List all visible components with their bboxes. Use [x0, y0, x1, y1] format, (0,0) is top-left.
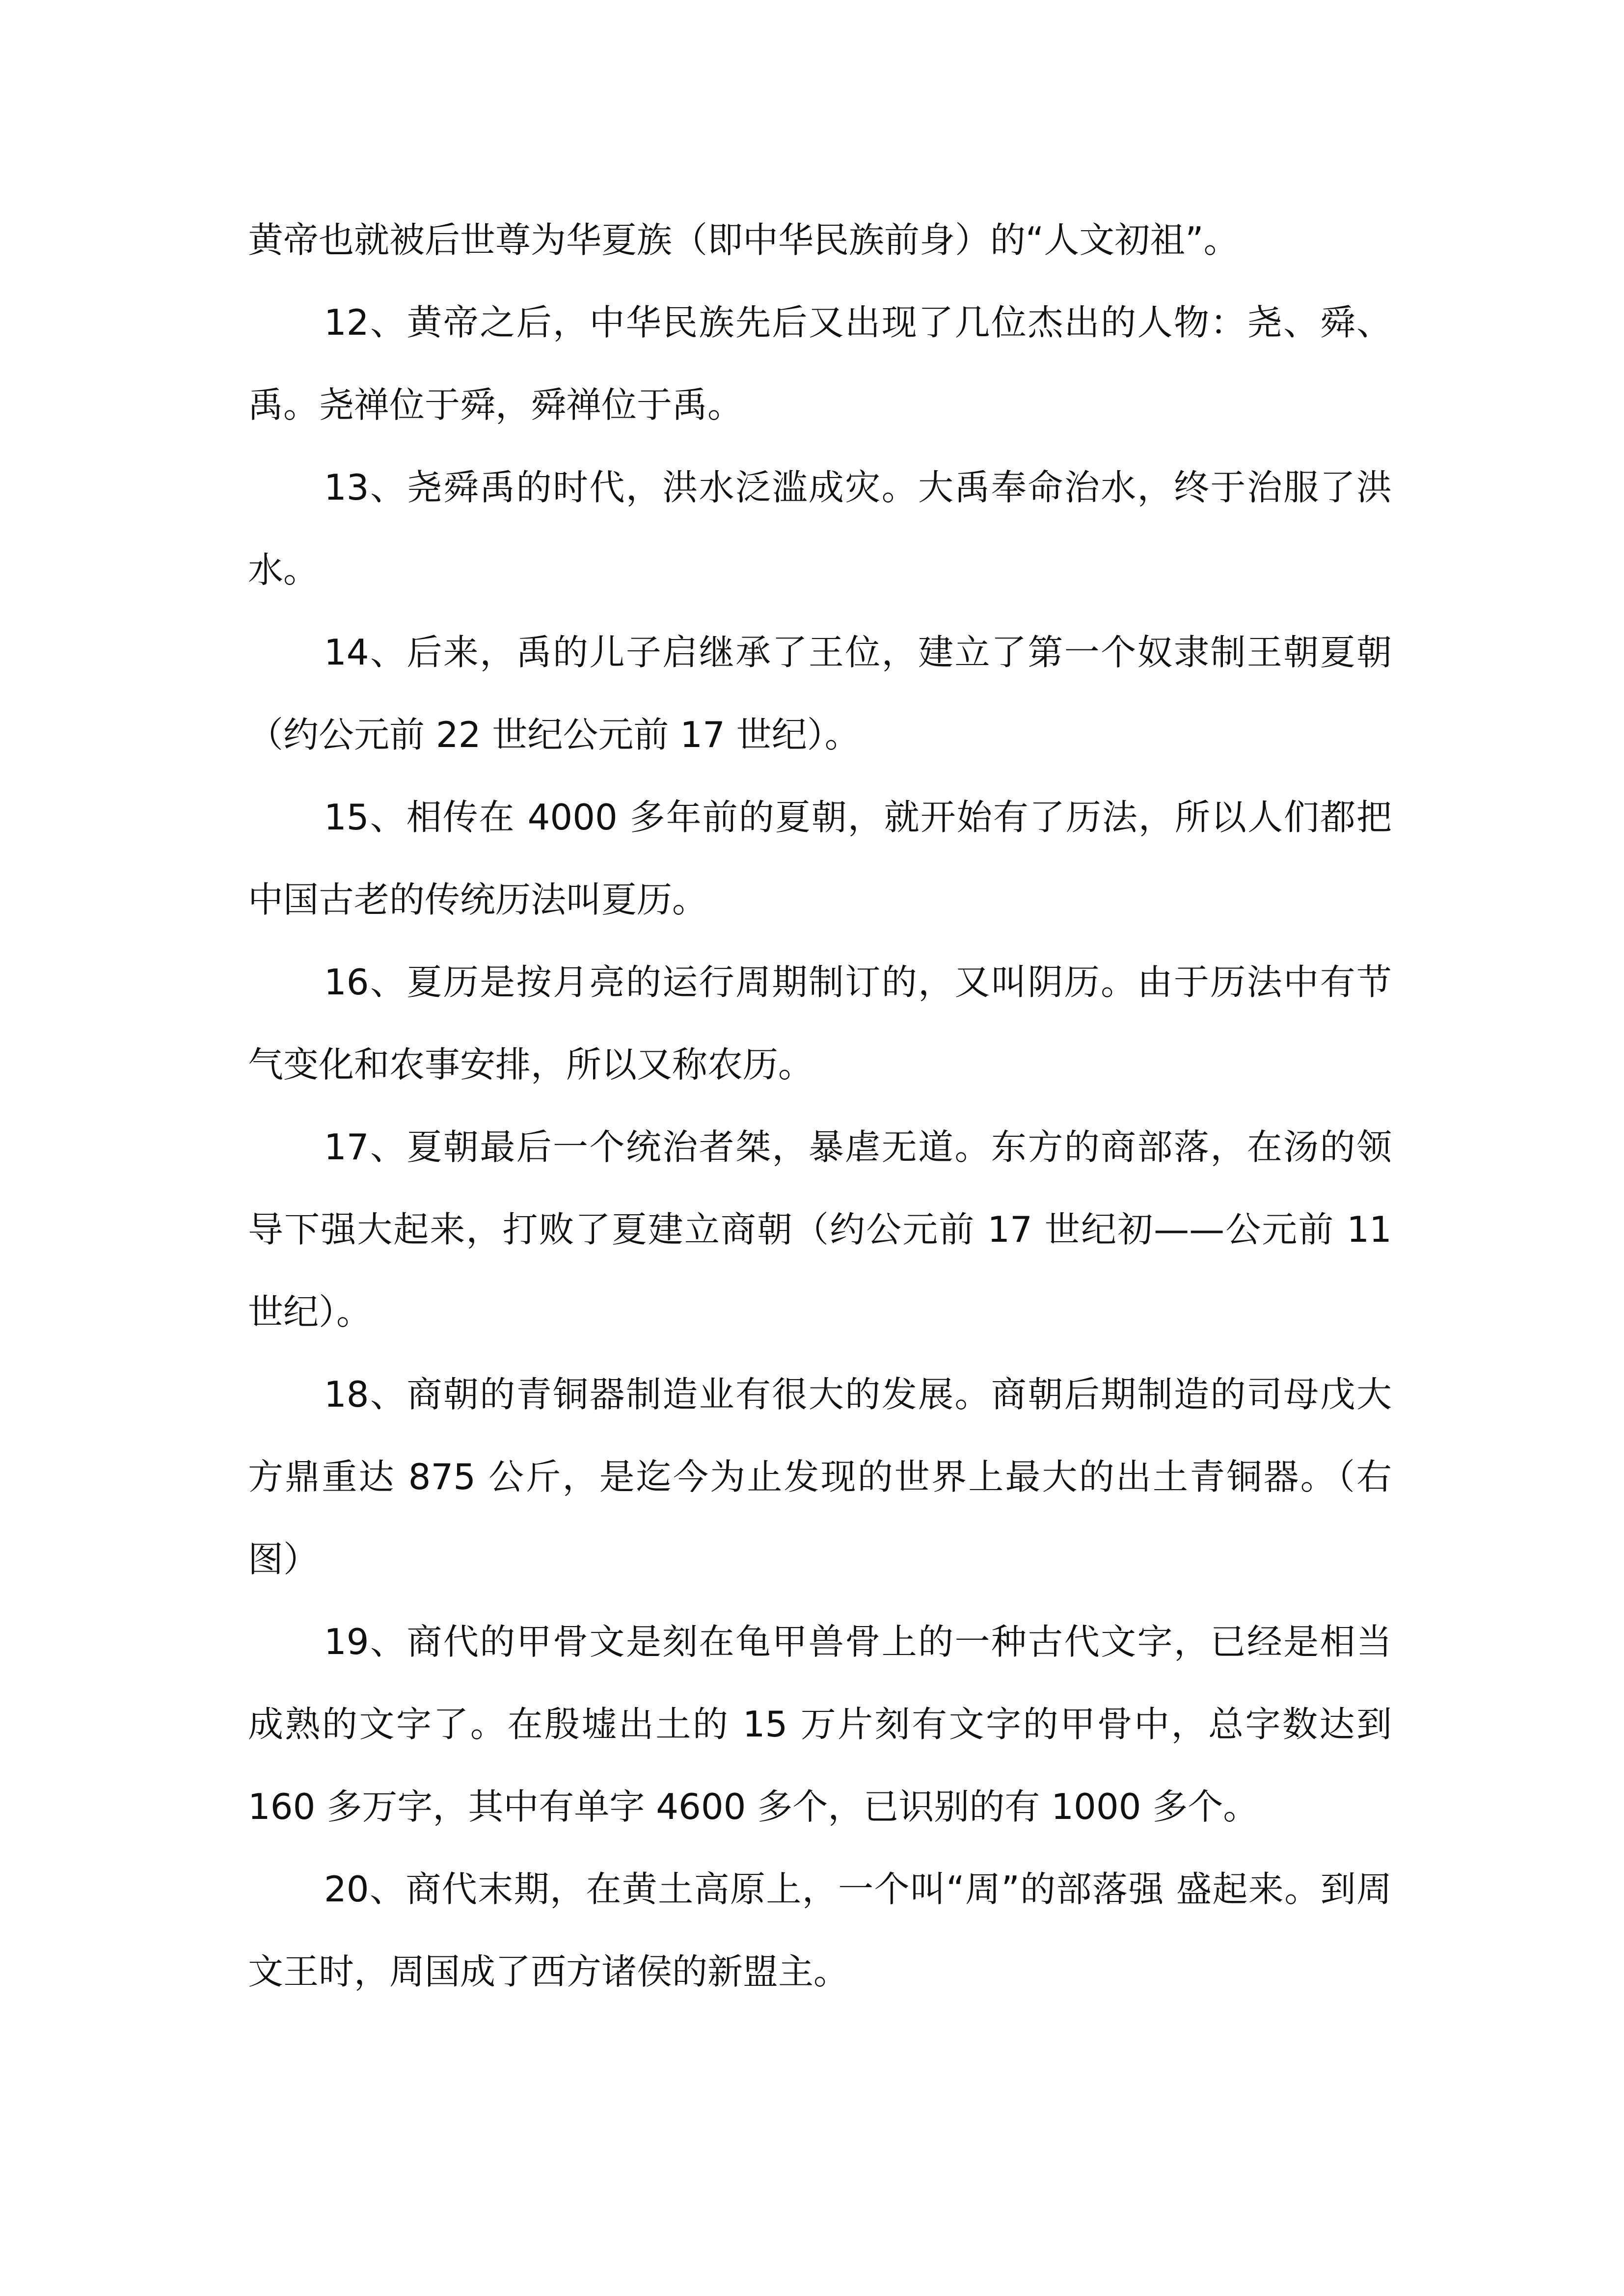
paragraph-12: 12、黄帝之后，中华民族先后又出现了几位杰出的人物：尧、舜、禹。尧禅位于舜，舜禅位于禹。: [248, 302, 1392, 426]
paragraph-intro: 黄帝也就被后世尊为华夏族（即中华民族前身）的“人文初祖”。: [248, 219, 1239, 261]
paragraph-18: 18、商朝的青铜器制造业有很大的发展。商朝后期制造的司母戊大方鼎重达 875 公斤，是迄今为止发现的世界上最大的出土青铜器。（右图）: [248, 1374, 1392, 1580]
paragraph-20: 20、商代末期，在黄土高原上，一个叫“周”的部落强 盛起来。到周文王时，周国成了西方诸侯的新盟主。: [248, 1869, 1392, 1992]
document-body: [248, 199, 1392, 2013]
paragraph-19: 19、商代的甲骨文是刻在龟甲兽骨上的一种古代文字，已经是相当成熟的文字了。在殷墟出土的 15 万片刻有文字的甲骨中，总字数达到 160 多万字，其中有单字 4600 多个，已识别的有 1000 多个。: [248, 1621, 1392, 1827]
paragraph-16: 16、夏历是按月亮的运行周期制订的，又叫阴历。由于历法中有节气变化和农事安排，所以又称农历。: [248, 961, 1392, 1085]
paragraph-17: 17、夏朝最后一个统治者桀，暴虐无道。东方的商部落，在汤的领导下强大起来，打败了夏建立商朝（约公元前 17 世纪初——公元前 11 世纪）。: [248, 1126, 1392, 1333]
paragraph-13: 13、尧舜禹的时代，洪水泛滥成灾。大禹奉命治水，终于治服了洪水。: [248, 467, 1392, 590]
paragraph-14: 14、后来，禹的儿子启继承了王位，建立了第一个奴隶制王朝夏朝（约公元前 22 世纪公元前 17 世纪）。: [248, 632, 1392, 755]
paragraph-15: 15、相传在 4000 多年前的夏朝，就开始有了历法，所以人们都把中国古老的传统历法叫夏历。: [248, 797, 1392, 920]
